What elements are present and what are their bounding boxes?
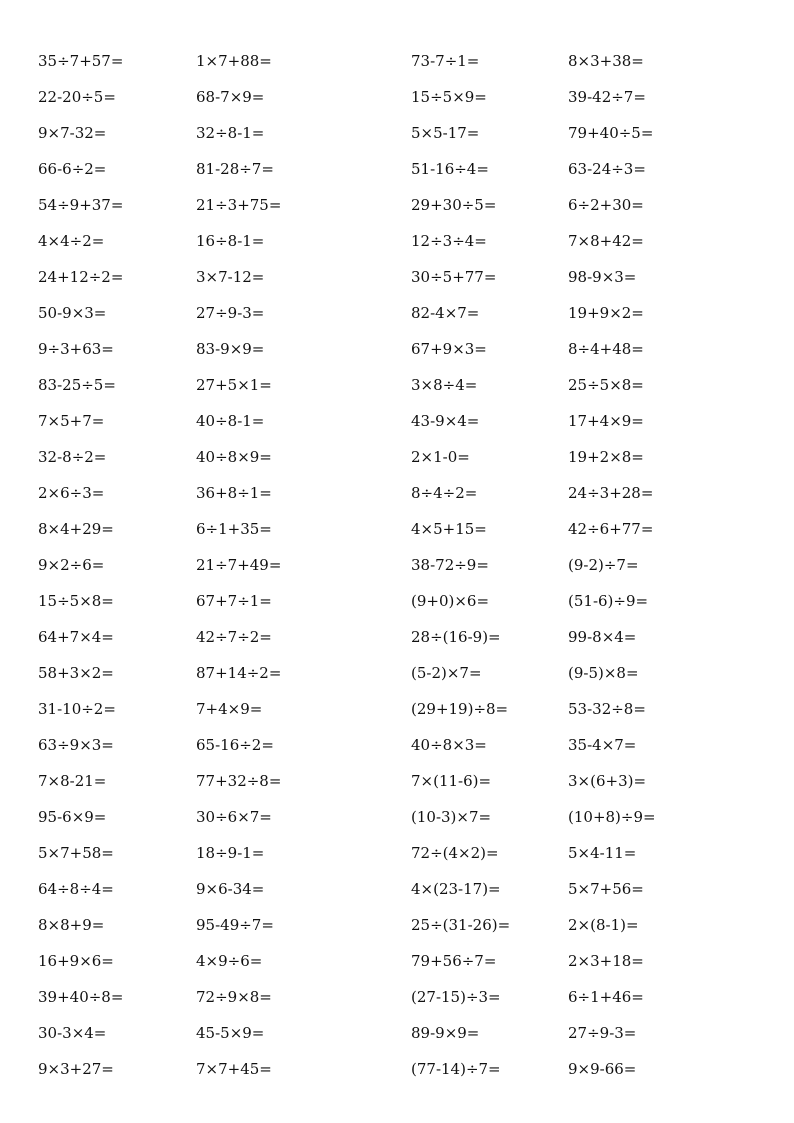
arithmetic-problem: 21÷3+75= xyxy=(196,196,282,214)
arithmetic-problem: 51-16÷4= xyxy=(411,160,489,178)
arithmetic-problem: 5×7+56= xyxy=(568,880,644,898)
arithmetic-problem: 2×1-0= xyxy=(411,448,470,466)
arithmetic-problem: 30÷5+77= xyxy=(411,268,497,286)
arithmetic-problem: 7+4×9= xyxy=(196,700,263,718)
arithmetic-problem: 65-16÷2= xyxy=(196,736,274,754)
problem-row xyxy=(0,511,794,547)
worksheet xyxy=(0,43,794,1087)
arithmetic-problem: (29+19)÷8= xyxy=(411,700,509,718)
arithmetic-problem: 82-4×7= xyxy=(411,304,480,322)
arithmetic-problem: 16÷8-1= xyxy=(196,232,265,250)
arithmetic-problem: 8÷4+48= xyxy=(568,340,644,358)
arithmetic-problem: 38-72÷9= xyxy=(411,556,489,574)
arithmetic-problem: 9×9-66= xyxy=(568,1060,637,1078)
arithmetic-problem: 83-9×9= xyxy=(196,340,265,358)
problem-row xyxy=(0,115,794,151)
arithmetic-problem: 3×7-12= xyxy=(196,268,265,286)
arithmetic-problem: 7×7+45= xyxy=(196,1060,272,1078)
arithmetic-problem: 6÷2+30= xyxy=(568,196,644,214)
arithmetic-problem: 35-4×7= xyxy=(568,736,637,754)
arithmetic-problem: 83-25÷5= xyxy=(38,376,116,394)
problem-row xyxy=(0,619,794,655)
problem-row xyxy=(0,403,794,439)
arithmetic-problem: 9×7-32= xyxy=(38,124,107,142)
arithmetic-problem: 64÷8÷4= xyxy=(38,880,114,898)
arithmetic-problem: 39-42÷7= xyxy=(568,88,646,106)
arithmetic-problem: 4×4÷2= xyxy=(38,232,105,250)
arithmetic-problem: 95-49÷7= xyxy=(196,916,274,934)
arithmetic-problem: (77-14)÷7= xyxy=(411,1060,501,1078)
problem-row xyxy=(0,691,794,727)
arithmetic-problem: 79+40÷5= xyxy=(568,124,654,142)
problem-row xyxy=(0,1051,794,1087)
arithmetic-problem: 6÷1+35= xyxy=(196,520,272,538)
arithmetic-problem: 32-8÷2= xyxy=(38,448,107,466)
arithmetic-problem: 30-3×4= xyxy=(38,1024,107,1042)
arithmetic-problem: 16+9×6= xyxy=(38,952,114,970)
arithmetic-problem: 19+2×8= xyxy=(568,448,644,466)
arithmetic-problem: 39+40÷8= xyxy=(38,988,124,1006)
arithmetic-problem: 40÷8×3= xyxy=(411,736,487,754)
problem-row xyxy=(0,799,794,835)
problem-row xyxy=(0,187,794,223)
problem-row xyxy=(0,43,794,79)
problem-row xyxy=(0,979,794,1015)
arithmetic-problem: 24+12÷2= xyxy=(38,268,124,286)
arithmetic-problem: 21÷7+49= xyxy=(196,556,282,574)
arithmetic-problem: 35÷7+57= xyxy=(38,52,124,70)
arithmetic-problem: (10-3)×7= xyxy=(411,808,492,826)
problem-row xyxy=(0,763,794,799)
arithmetic-problem: 5×7+58= xyxy=(38,844,114,862)
arithmetic-problem: 29+30÷5= xyxy=(411,196,497,214)
arithmetic-problem: 58+3×2= xyxy=(38,664,114,682)
arithmetic-problem: 81-28÷7= xyxy=(196,160,274,178)
arithmetic-problem: 9×2÷6= xyxy=(38,556,105,574)
arithmetic-problem: 99-8×4= xyxy=(568,628,637,646)
arithmetic-problem: 2×6÷3= xyxy=(38,484,105,502)
arithmetic-problem: 63-24÷3= xyxy=(568,160,646,178)
arithmetic-problem: 9×3+27= xyxy=(38,1060,114,1078)
problem-row xyxy=(0,1015,794,1051)
arithmetic-problem: 8×4+29= xyxy=(38,520,114,538)
arithmetic-problem: 50-9×3= xyxy=(38,304,107,322)
arithmetic-problem: 4×5+15= xyxy=(411,520,487,538)
problem-row xyxy=(0,439,794,475)
problem-row xyxy=(0,259,794,295)
arithmetic-problem: (27-15)÷3= xyxy=(411,988,501,1006)
arithmetic-problem: 7×8-21= xyxy=(38,772,107,790)
problem-row xyxy=(0,547,794,583)
arithmetic-problem: 7×5+7= xyxy=(38,412,105,430)
arithmetic-problem: 89-9×9= xyxy=(411,1024,480,1042)
arithmetic-problem: 31-10÷2= xyxy=(38,700,116,718)
arithmetic-problem: 79+56÷7= xyxy=(411,952,497,970)
problem-row xyxy=(0,871,794,907)
problem-row xyxy=(0,835,794,871)
arithmetic-problem: 36+8÷1= xyxy=(196,484,272,502)
arithmetic-problem: 3×(6+3)= xyxy=(568,772,647,790)
arithmetic-problem: 67+9×3= xyxy=(411,340,487,358)
arithmetic-problem: 8×3+38= xyxy=(568,52,644,70)
arithmetic-problem: 7×(11-6)= xyxy=(411,772,492,790)
arithmetic-problem: 28÷(16-9)= xyxy=(411,628,501,646)
arithmetic-problem: 22-20÷5= xyxy=(38,88,116,106)
problem-row xyxy=(0,367,794,403)
arithmetic-problem: 15÷5×8= xyxy=(38,592,114,610)
arithmetic-problem: 64+7×4= xyxy=(38,628,114,646)
arithmetic-problem: 9÷3+63= xyxy=(38,340,114,358)
arithmetic-problem: 5×5-17= xyxy=(411,124,480,142)
arithmetic-problem: 73-7÷1= xyxy=(411,52,480,70)
arithmetic-problem: 2×3+18= xyxy=(568,952,644,970)
arithmetic-problem: 7×8+42= xyxy=(568,232,644,250)
arithmetic-problem: 5×4-11= xyxy=(568,844,637,862)
arithmetic-problem: 1×7+88= xyxy=(196,52,272,70)
arithmetic-problem: 15÷5×9= xyxy=(411,88,487,106)
arithmetic-problem: (5-2)×7= xyxy=(411,664,482,682)
arithmetic-problem: 68-7×9= xyxy=(196,88,265,106)
arithmetic-problem: 9×6-34= xyxy=(196,880,265,898)
problem-row xyxy=(0,727,794,763)
arithmetic-problem: 95-6×9= xyxy=(38,808,107,826)
arithmetic-problem: 40÷8-1= xyxy=(196,412,265,430)
arithmetic-problem: (9+0)×6= xyxy=(411,592,490,610)
arithmetic-problem: 72÷9×8= xyxy=(196,988,272,1006)
arithmetic-problem: 4×(23-17)= xyxy=(411,880,501,898)
arithmetic-problem: 8×8+9= xyxy=(38,916,105,934)
arithmetic-problem: 19+9×2= xyxy=(568,304,644,322)
problem-row xyxy=(0,475,794,511)
arithmetic-problem: 8÷4÷2= xyxy=(411,484,478,502)
arithmetic-problem: 27+5×1= xyxy=(196,376,272,394)
arithmetic-problem: 42÷6+77= xyxy=(568,520,654,538)
arithmetic-problem: 17+4×9= xyxy=(568,412,644,430)
arithmetic-problem: 40÷8×9= xyxy=(196,448,272,466)
problem-row xyxy=(0,223,794,259)
arithmetic-problem: 43-9×4= xyxy=(411,412,480,430)
arithmetic-problem: 4×9÷6= xyxy=(196,952,263,970)
arithmetic-problem: 45-5×9= xyxy=(196,1024,265,1042)
arithmetic-problem: 98-9×3= xyxy=(568,268,637,286)
arithmetic-problem: 87+14÷2= xyxy=(196,664,282,682)
problem-row xyxy=(0,151,794,187)
arithmetic-problem: 72÷(4×2)= xyxy=(411,844,499,862)
arithmetic-problem: 54÷9+37= xyxy=(38,196,124,214)
arithmetic-problem: 30÷6×7= xyxy=(196,808,272,826)
arithmetic-problem: 63÷9×3= xyxy=(38,736,114,754)
problem-row xyxy=(0,331,794,367)
arithmetic-problem: 6÷1+46= xyxy=(568,988,644,1006)
arithmetic-problem: 32÷8-1= xyxy=(196,124,265,142)
arithmetic-problem: 12÷3÷4= xyxy=(411,232,487,250)
arithmetic-problem: 27÷9-3= xyxy=(196,304,265,322)
arithmetic-problem: 42÷7÷2= xyxy=(196,628,272,646)
arithmetic-problem: 66-6÷2= xyxy=(38,160,107,178)
arithmetic-problem: (9-5)×8= xyxy=(568,664,639,682)
arithmetic-problem: 53-32÷8= xyxy=(568,700,646,718)
arithmetic-problem: (51-6)÷9= xyxy=(568,592,649,610)
problem-row xyxy=(0,583,794,619)
arithmetic-problem: (9-2)÷7= xyxy=(568,556,639,574)
arithmetic-problem: 3×8÷4= xyxy=(411,376,478,394)
problem-row xyxy=(0,943,794,979)
arithmetic-problem: 24÷3+28= xyxy=(568,484,654,502)
problem-row xyxy=(0,79,794,115)
arithmetic-problem: 18÷9-1= xyxy=(196,844,265,862)
arithmetic-problem: 2×(8-1)= xyxy=(568,916,639,934)
arithmetic-problem: 25÷5×8= xyxy=(568,376,644,394)
arithmetic-problem: (10+8)÷9= xyxy=(568,808,656,826)
problem-row xyxy=(0,907,794,943)
arithmetic-problem: 25÷(31-26)= xyxy=(411,916,511,934)
arithmetic-problem: 77+32÷8= xyxy=(196,772,282,790)
arithmetic-problem: 27÷9-3= xyxy=(568,1024,637,1042)
arithmetic-problem: 67+7÷1= xyxy=(196,592,272,610)
problem-row xyxy=(0,655,794,691)
problem-row xyxy=(0,295,794,331)
